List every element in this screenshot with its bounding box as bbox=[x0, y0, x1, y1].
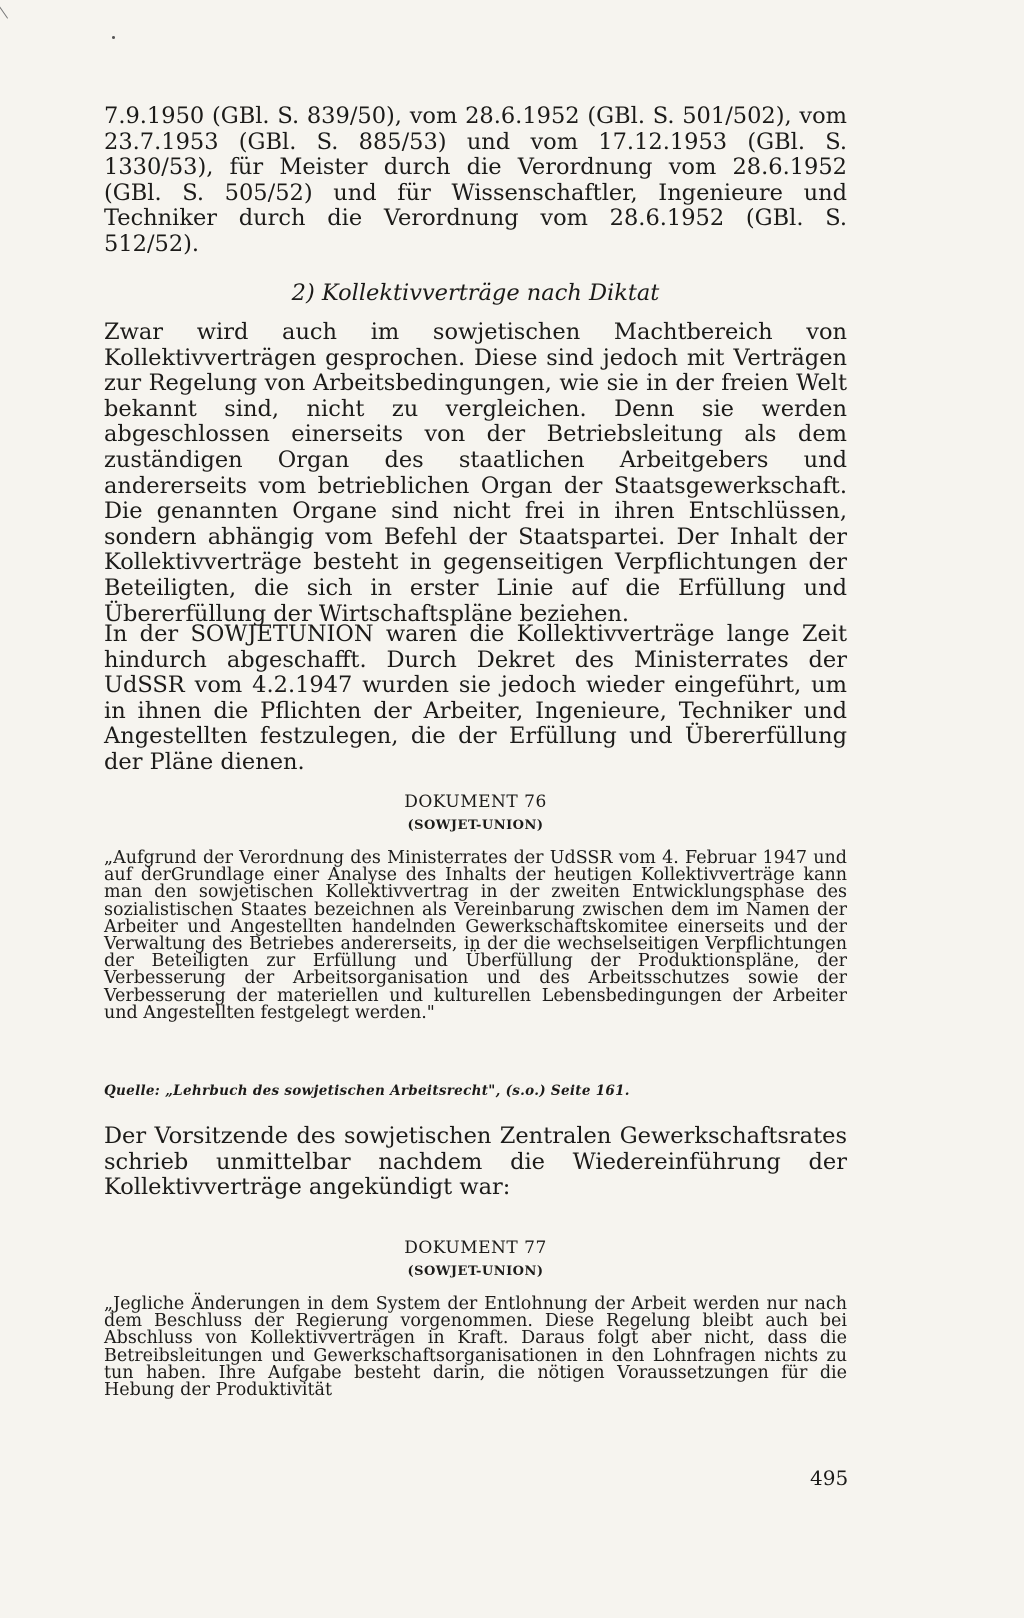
section-heading: 2) Kollektivverträge nach Diktat bbox=[291, 280, 660, 306]
document-76-source: Quelle: „Lehrbuch des sowjetischen Arbeitsrecht", (s.o.) Seite 161. bbox=[104, 1083, 630, 1099]
document-76-title: DOKUMENT 76 bbox=[404, 792, 547, 812]
document-77-subtitle: (SOWJET-UNION) bbox=[407, 1264, 544, 1279]
body-paragraph-2: In der SOWJETUNION waren die Kollektivverträge lange Zeit hindurch abgeschafft. Durch Dekret des Ministerrates der UdSSR vom 4.2.1947 wurden sie jedoch wieder eingeführt, um in ihnen die Pflichten der Arbeiter, Ingenieure, Techniker und Angestellten festzulegen, die der Erfüllung und Übererfüllung der Pläne dienen. bbox=[104, 621, 847, 775]
scan-speck bbox=[112, 36, 115, 39]
document-77-quote: „Jegliche Änderungen in dem System der Entlohnung der Arbeit werden nur nach dem Beschluss der Regierung vorgenommen. Diese Regelung bleibt auch bei Abschluss von Kollektivverträgen in Kraft. Daraus folgt aber nicht, dass die Betreibsleitungen und Gewerkschaftsorganisationen in den Lohnfragen nichts zu tun haben. Ihre Aufgabe besteht darin, die nötigen Voraussetzungen für die Hebung der Produktivität bbox=[104, 1294, 847, 1401]
document-76-subtitle: (SOWJET-UNION) bbox=[407, 818, 544, 833]
body-paragraph-1: Zwar wird auch im sowjetischen Machtbereich von Kollektivverträgen gesprochen. Diese sind jedoch mit Verträgen zur Regelung von Arbeitsbedingungen, wie sie in der freien Welt bekannt sind, nicht zu vergleichen. Denn sie werden abgeschlossen einerseits von der Betriebsleitung als dem zuständigen Organ des staatlichen Arbeitgebers und andererseits vom betrieblichen Organ der Staatsgewerkschaft. Die genannten Organe sind nicht frei in ihren Entschlüssen, sondern abhängig vom Befehl der Staatspartei. Der Inhalt der Kollektivverträge besteht in gegenseitigen Verpflichtungen der Beteiligten, die sich in erster Linie auf die Erfüllung und Übererfüllung der Wirtschaftspläne beziehen. bbox=[104, 319, 847, 627]
document-76-quote: „Aufgrund der Verordnung des Ministerrates der UdSSR vom 4. Februar 1947 und auf derGrundlage einer Analyse des Inhalts der heutigen Kollektivverträge kann man den sowjetischen Kollektivvertrag in der zweiten Entwicklungsphase des sozialistischen Staates bezeichnen als Vereinbarung zwischen dem im Namen der Arbeiter und Angestellten handelnden Gewerkschaftskomitee einerseits und der Verwaltung des Betriebes andererseits, in der die wechselseitigen Verpflichtungen der Beteiligten zur Erfüllung und Überfüllung der Produktionspläne, der Verbesserung der Arbeitsorganisation und des Arbeitsschutzes sowie der Verbesserung der materiellen und kulturellen Lebensbedingungen der Arbeiter und Angestellten festgelegt werden." bbox=[104, 848, 847, 1023]
document-77-title: DOKUMENT 77 bbox=[404, 1238, 547, 1258]
scan-edge-mark bbox=[0, 3, 8, 18]
body-paragraph-3: Der Vorsitzende des sowjetischen Zentralen Gewerkschaftsrates schrieb unmittelbar nachdem die Wiedereinführung der Kollektivverträge angekündigt war: bbox=[104, 1123, 847, 1201]
intro-paragraph: 7.9.1950 (GBl. S. 839/50), vom 28.6.1952 (GBl. S. 501/502), vom 23.7.1953 (GBl. S. 885/53) und vom 17.12.1953 (GBl. S. 1330/53), für Meister durch die Verordnung vom 28.6.1952 (GBl. S. 505/52) und für Wissenschaftler, Ingenieure und Techniker durch die Verordnung vom 28.6.1952 (GBl. S. 512/52). bbox=[104, 103, 847, 257]
page-number: 495 bbox=[810, 1466, 849, 1490]
